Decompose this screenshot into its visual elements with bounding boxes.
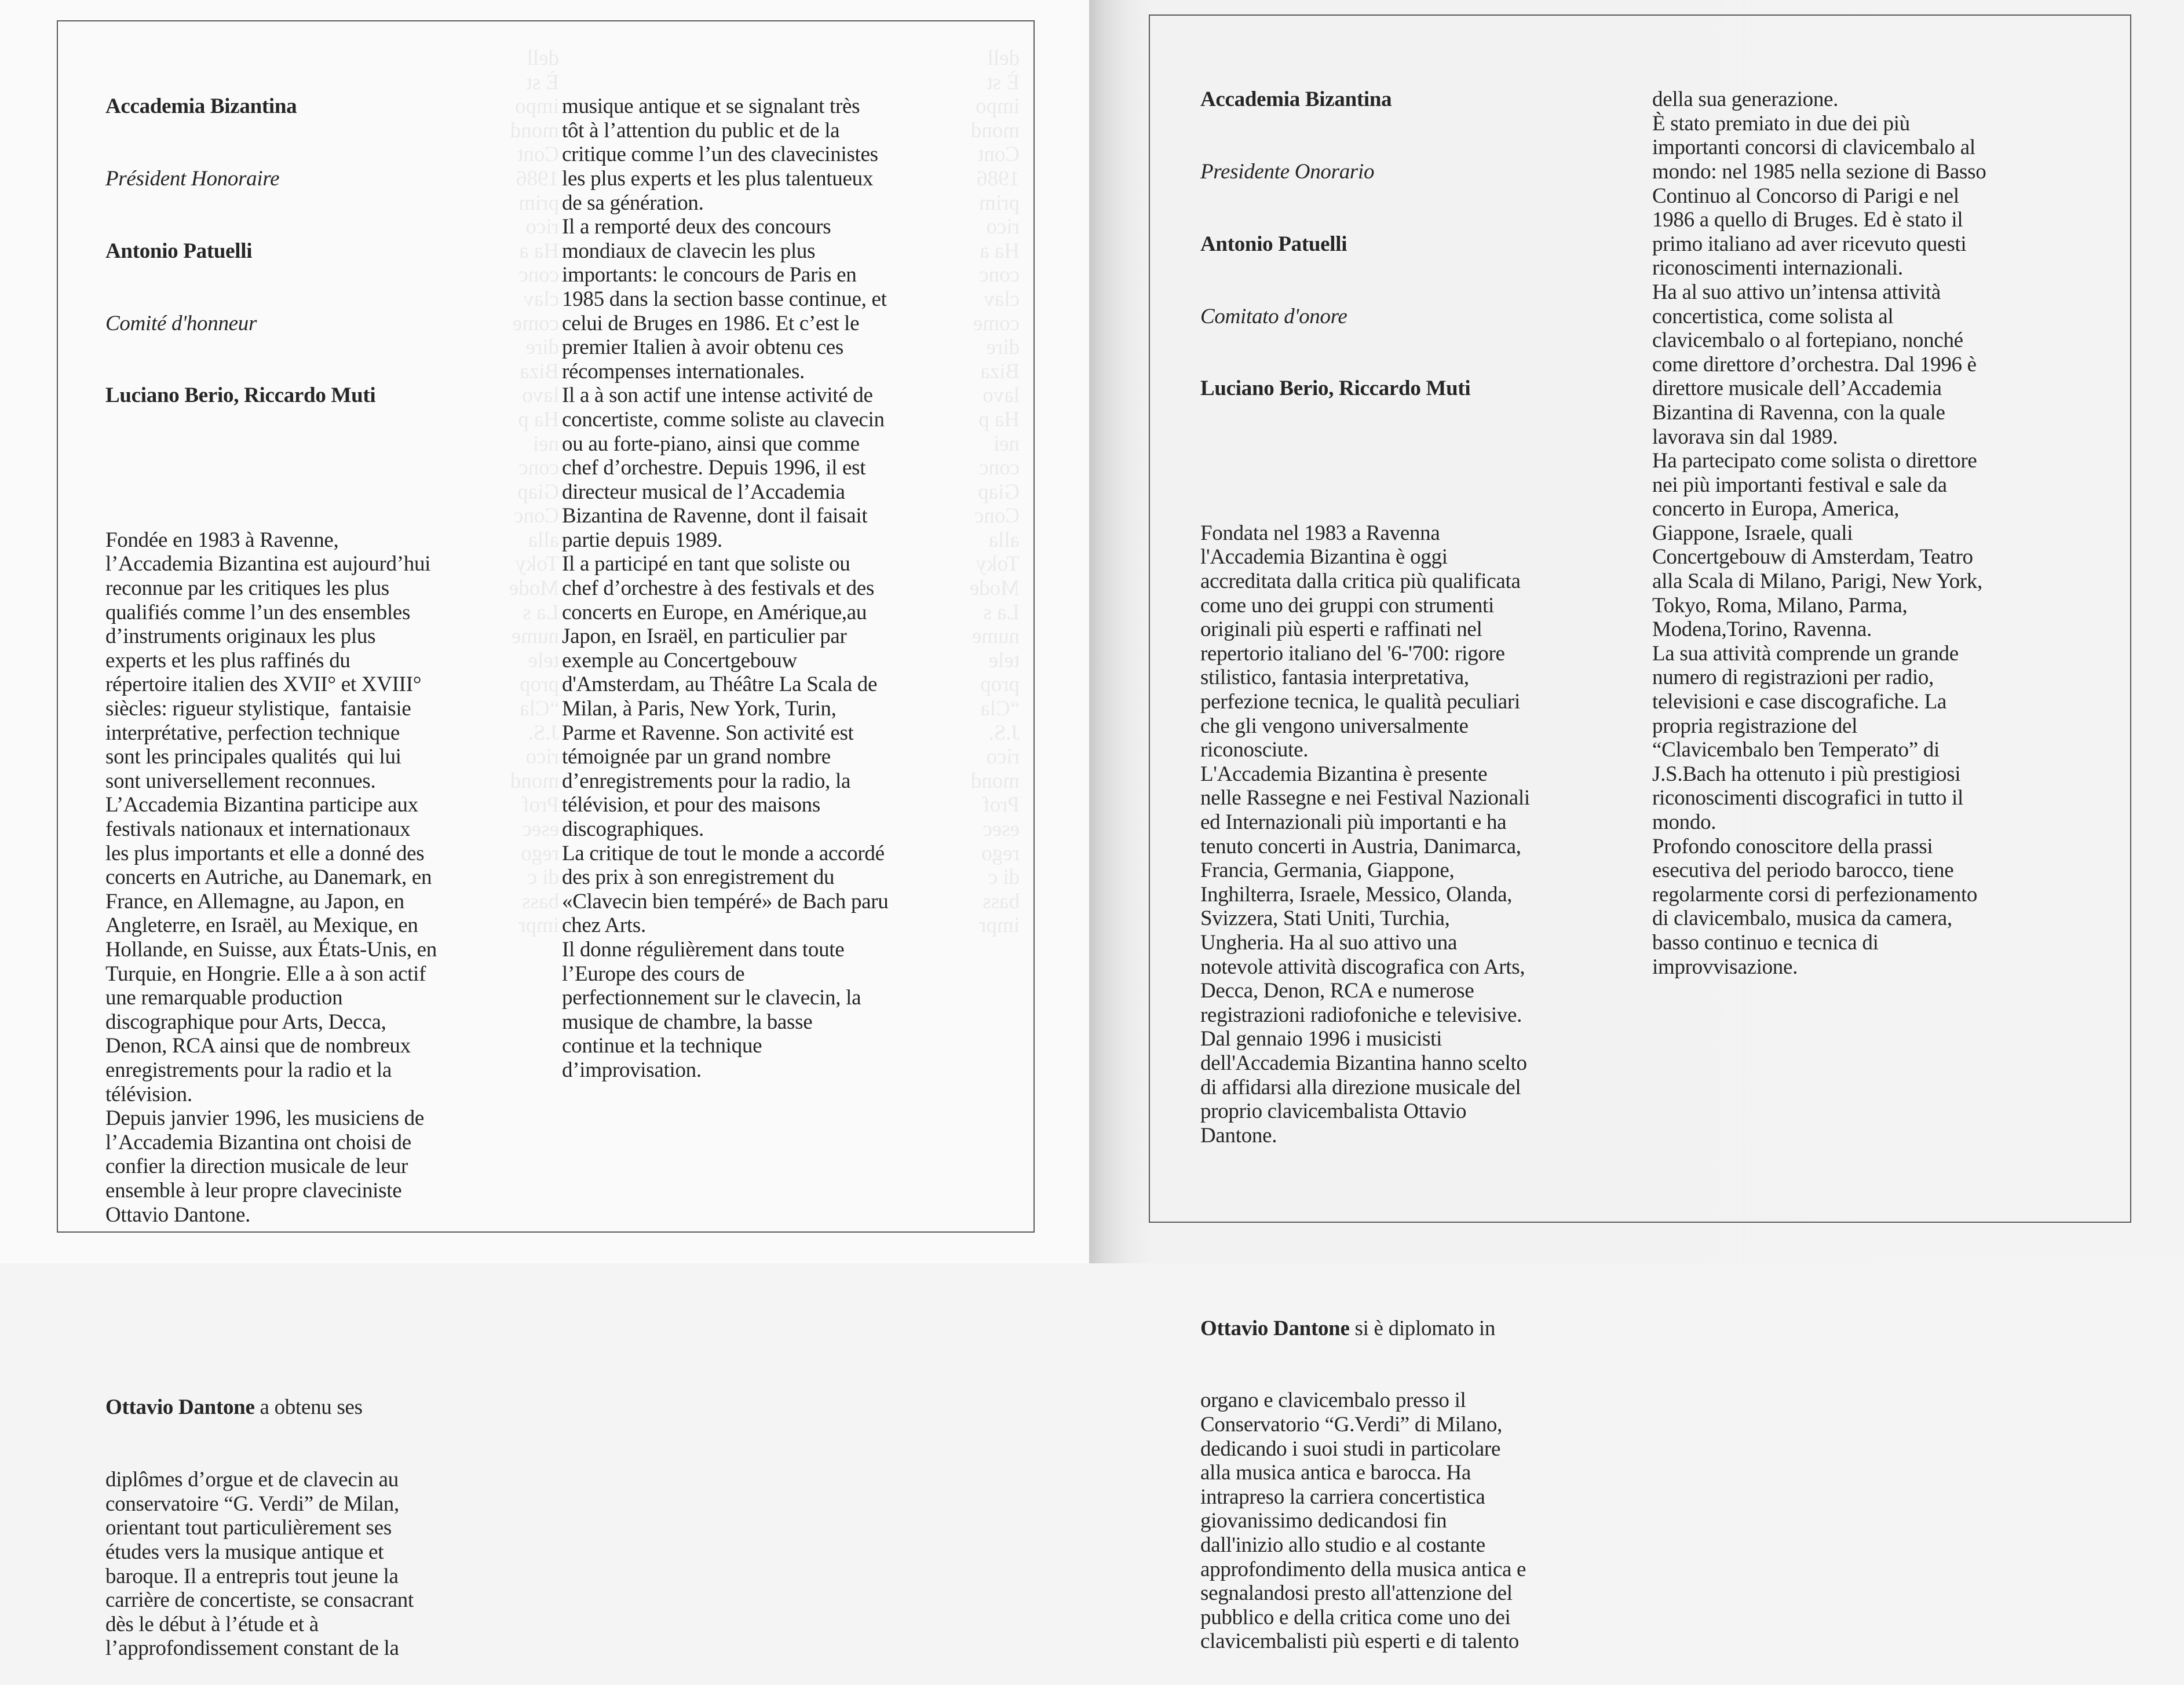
text-line: clavicembalisti più esperti e di talento	[1200, 1629, 1520, 1654]
left-column-2	[562, 46, 889, 1106]
left-column-1	[105, 46, 437, 1685]
text-line: carrière de concertiste, se consacrant	[105, 1588, 414, 1613]
dantone-first-line-text: a obtenu ses	[254, 1395, 363, 1420]
dantone-name: Ottavio Dantone	[105, 1395, 255, 1420]
text-line: Fondée en 1983 à Ravenne,	[105, 528, 339, 552]
dantone-continued-paragraph	[1652, 87, 1986, 979]
dantone-name: Ottavio Dantone	[1200, 1316, 1350, 1340]
text-line: Milan, à Paris, New York, Turin,	[562, 697, 837, 721]
text-line: l’Accademia Bizantina est aujourd’hui	[105, 552, 431, 576]
text-line: stilistico, fantasia interpretativa,	[1200, 666, 1469, 690]
president-title: Président Honoraire	[105, 166, 280, 191]
text-line: concerts en Europe, en Amérique,au	[562, 600, 867, 624]
president-title: Presidente Onorario	[1200, 159, 1375, 184]
text-line: alla Scala di Milano, Parigi, New York,	[1652, 569, 1982, 594]
text-line: confier la direction musicale de leur	[105, 1154, 408, 1179]
committee-title: Comitato d'onore	[1200, 304, 1347, 328]
text-line: Conservatorio “G.Verdi” di Milano,	[1200, 1413, 1503, 1437]
dantone-paragraph	[105, 1468, 437, 1661]
text-line: «Clavecin bien tempéré» de Bach paru	[562, 889, 889, 913]
text-line: di affidarsi alla direzione musicale del	[1200, 1075, 1521, 1099]
text-line: discographiques.	[562, 817, 704, 841]
text-line: direttore musicale dell’Accademia	[1652, 377, 1942, 401]
text-line: concertiste, comme soliste au clavecin	[562, 407, 885, 432]
text-line: L’Accademia Bizantina participe aux	[105, 793, 418, 817]
text-line: pubblico e della critica come uno dei	[1200, 1605, 1511, 1629]
text-line: conservatoire “G. Verdi” de Milan,	[105, 1492, 399, 1516]
text-line: che gli vengono universalmente	[1200, 714, 1469, 738]
text-line: Ottavio Dantone.	[105, 1202, 251, 1227]
text-line: Continuo al Concorso di Parigi e nel	[1652, 184, 1959, 208]
text-line: Il a participé en tant que soliste ou	[562, 552, 850, 576]
text-line: come uno dei gruppi con strumenti	[1200, 593, 1494, 617]
text-line: répertoire italien des XVII° et XVIII°	[105, 672, 422, 697]
text-line: Denon, RCA ainsi que de nombreux	[105, 1034, 411, 1058]
text-line: diplômes d’orgue et de clavecin au	[105, 1468, 399, 1492]
text-line: come direttore d’orchestra. Dal 1996 è	[1652, 352, 1977, 377]
dantone-first-line	[1200, 1317, 1530, 1341]
committee-names: Luciano Berio, Riccardo Muti	[1200, 377, 1471, 401]
text-line: ed Internazionali più importanti e ha	[1200, 810, 1507, 834]
text-line: Japon, en Israël, en particulier par	[562, 624, 847, 649]
text-line: études vers la musique antique et	[105, 1540, 384, 1565]
text-line: esecutiva del periodo barocco, tiene	[1652, 858, 1954, 883]
text-line: Il a remporté deux des concours	[562, 215, 831, 239]
text-line: segnalandosi presto all'attenzione del	[1200, 1581, 1513, 1606]
text-line: basso continuo e tecnica di	[1652, 930, 1879, 955]
text-line: des prix à son enregistrement du	[562, 865, 835, 890]
text-line: Dal gennaio 1996 i musicisti	[1200, 1027, 1442, 1051]
text-line: È stato premiato in due dei più	[1652, 111, 1910, 136]
text-line: improvvisazione.	[1652, 955, 1798, 979]
text-line: Bizantina di Ravenna, con la quale	[1652, 400, 1945, 425]
text-line: ou au forte-piano, ainsi que comme	[562, 432, 860, 456]
text-line: 1985 dans la section basse continue, et	[562, 287, 887, 311]
text-line: registrazioni radiofoniche e televisive.	[1200, 1003, 1522, 1027]
text-line: d’enregistrements pour la radio, la	[562, 769, 851, 793]
text-line: organo e clavicembalo presso il	[1200, 1388, 1466, 1413]
text-line: orientant tout particulièrement ses	[105, 1516, 392, 1540]
committee-title: Comité d'honneur	[105, 311, 257, 335]
text-line: France, en Allemagne, au Japon, en	[105, 889, 404, 913]
text-line: Depuis janvier 1996, les musiciens de	[105, 1106, 424, 1131]
org-name: Accademia Bizantina	[1200, 87, 1392, 112]
text-line: discographique pour Arts, Decca,	[105, 1010, 386, 1034]
text-line: tenuto concerti in Austria, Danimarca,	[1200, 834, 1521, 858]
text-line: concertistica, come solista al	[1652, 304, 1894, 328]
text-line: accreditata dalla critica più qualificata	[1200, 569, 1521, 594]
text-line: dès le début à l’étude et à	[105, 1612, 319, 1636]
text-line: della sua generazione.	[1652, 87, 1839, 112]
text-line: propria registrazione del	[1652, 714, 1858, 738]
committee-names: Luciano Berio, Riccardo Muti	[105, 383, 376, 408]
text-line: continue et la technique	[562, 1034, 762, 1058]
text-line: récompenses internationales.	[562, 359, 805, 383]
text-line: experts et les plus raffinés du	[105, 648, 350, 672]
text-line: celui de Bruges en 1986. Et c’est le	[562, 311, 860, 335]
text-line: clavicembalo o al fortepiano, nonché	[1652, 328, 1963, 353]
text-line: Inghilterra, Israele, Messico, Olanda,	[1200, 882, 1513, 907]
text-line: d'Amsterdam, au Théâtre La Scala de	[562, 672, 878, 697]
text-line: perfezione tecnica, le qualità peculiari	[1200, 690, 1520, 714]
text-line: alla musica antica e barocca. Ha	[1200, 1461, 1471, 1485]
text-line: nei più importanti festival e sale da	[1652, 473, 1947, 497]
text-line: Giappone, Israele, quali	[1652, 521, 1853, 545]
text-line: enregistrements pour la radio et la	[105, 1058, 392, 1082]
text-line: La sua attività comprende un grande	[1652, 641, 1959, 666]
text-line: de sa génération.	[562, 191, 704, 215]
text-line: Hollande, en Suisse, aux États-Unis, en	[105, 937, 437, 962]
text-line: concerto in Europa, America,	[1652, 497, 1900, 521]
text-line: d’instruments originaux les plus	[105, 624, 376, 649]
text-line: directeur musical de l’Accademia	[562, 480, 845, 504]
text-line: témoignée par un grand nombre	[562, 745, 831, 769]
text-line: reconnue par les critiques les plus	[105, 576, 389, 601]
ensemble-paragraph	[1200, 521, 1530, 1147]
text-line: Fondata nel 1983 a Ravenna	[1200, 521, 1440, 545]
text-line: riconoscimenti discografici in tutto il	[1652, 786, 1964, 810]
text-line: Bizantina de Ravenne, dont il faisait	[562, 504, 868, 528]
text-line: siècles: rigueur stylistique, fantaisie	[105, 697, 411, 721]
text-line: importanti concorsi di clavicembalo al	[1652, 136, 1975, 160]
text-line: chef d’orchestre à des festivals et des	[562, 576, 874, 601]
text-line: musique de chambre, la basse	[562, 1010, 813, 1034]
text-line: Profondo conoscitore della prassi	[1652, 834, 1933, 858]
text-line: dedicando i suoi studi in particolare	[1200, 1437, 1501, 1461]
text-line: originali più esperti e raffinati nel	[1200, 617, 1482, 642]
text-line: notevole attività discografica con Arts,	[1200, 955, 1525, 979]
text-line: “Clavicembalo ben Temperato” di	[1652, 738, 1940, 762]
text-line: Ha al suo attivo un’intensa attività	[1652, 280, 1941, 304]
text-line: Dantone.	[1200, 1123, 1277, 1147]
text-line: Ha partecipato come solista o direttore	[1652, 449, 1977, 473]
text-line: La critique de tout le monde a accordé	[562, 841, 885, 865]
text-line: télévision, et pour des maisons	[562, 793, 820, 817]
text-line: ensemble à leur propre claveciniste	[105, 1178, 402, 1202]
text-line: concerts en Autriche, au Danemark, en	[105, 865, 432, 890]
text-line: d’improvisation.	[562, 1058, 702, 1082]
text-line: mondo: nel 1985 nella sezione di Basso	[1652, 159, 1986, 184]
text-line: regolarmente corsi di perfezionamento	[1652, 882, 1978, 907]
text-line: nelle Rassegne e nei Festival Nazionali	[1200, 786, 1530, 810]
text-line: mondiaux de clavecin les plus	[562, 239, 816, 263]
text-line: sont universellement reconnues.	[105, 769, 376, 793]
text-line: l’approfondissement constant de la	[105, 1636, 399, 1661]
dantone-first-line-text: si è diplomato in	[1349, 1316, 1496, 1340]
text-line: tôt à l’attention du public et de la	[562, 118, 840, 142]
text-line: riconoscimenti internazionali.	[1652, 256, 1903, 280]
dantone-first-line	[105, 1395, 437, 1420]
text-line: interprétative, perfection technique	[105, 721, 400, 745]
text-line: 1986 a quello di Bruges. Ed è stato il	[1652, 208, 1963, 232]
text-line: importants: le concours de Paris en	[562, 263, 857, 287]
president-name: Antonio Patuelli	[1200, 232, 1347, 256]
dantone-continued-paragraph	[562, 94, 889, 1082]
text-line: riconosciute.	[1200, 738, 1309, 762]
text-line: chez Arts.	[562, 913, 646, 938]
text-line: les plus importants et elle a donné des	[105, 841, 425, 865]
text-line: musique antique et se signalant très	[562, 94, 860, 119]
text-line: L'Accademia Bizantina è presente	[1200, 762, 1488, 786]
text-line: Tokyo, Roma, Milano, Parma,	[1652, 593, 1908, 617]
text-line: Parme et Ravenne. Son activité est	[562, 721, 854, 745]
text-line: di clavicembalo, musica da camera,	[1652, 907, 1952, 931]
text-line: dell'Accademia Bizantina hanno scelto	[1200, 1051, 1527, 1075]
text-line: televisioni e case discografiche. La	[1652, 690, 1946, 714]
text-line: Decca, Denon, RCA e numerose	[1200, 979, 1474, 1003]
text-line: exemple au Concertgebouw	[562, 648, 797, 672]
text-line: numero di registrazioni per radio,	[1652, 666, 1934, 690]
text-line: Angleterre, en Israël, au Mexique, en	[105, 913, 418, 938]
text-line: qualifiés comme l’un des ensembles	[105, 600, 411, 624]
text-line: repertorio italiano del '6-'700: rigore	[1200, 641, 1505, 666]
president-name: Antonio Patuelli	[105, 239, 253, 263]
text-line: Svizzera, Stati Uniti, Turchia,	[1200, 907, 1450, 931]
text-line: chef d’orchestre. Depuis 1996, il est	[562, 456, 866, 480]
text-line: Concertgebouw di Amsterdam, Teatro	[1652, 545, 1973, 569]
text-line: télévision.	[105, 1082, 192, 1106]
text-line: une remarquable production	[105, 986, 343, 1010]
text-line: baroque. Il a entrepris tout jeune la	[105, 1564, 399, 1588]
right-column-1	[1200, 39, 1530, 1678]
text-line: sont les principales qualités qui lui	[105, 745, 401, 769]
text-line: l'Accademia Bizantina è oggi	[1200, 545, 1448, 569]
text-line: primo italiano ad aver ricevuto questi	[1652, 232, 1967, 256]
text-line: partie depuis 1989.	[562, 528, 722, 552]
text-line: festivals nationaux et internationaux	[105, 817, 411, 841]
dantone-paragraph	[1200, 1388, 1530, 1654]
org-name: Accademia Bizantina	[105, 94, 297, 119]
text-line: Francia, Germania, Giappone,	[1200, 858, 1455, 883]
text-line: mondo.	[1652, 810, 1716, 834]
text-line: l’Accademia Bizantina ont choisi de	[105, 1130, 411, 1154]
text-line: lavorava sin dal 1989.	[1652, 425, 1838, 449]
text-line: l’Europe des cours de	[562, 962, 745, 986]
text-line: dall'inizio allo studio e al costante	[1200, 1533, 1485, 1558]
right-column-2	[1652, 39, 1986, 1003]
text-line: les plus experts et les plus talentueux	[562, 166, 874, 191]
text-line: giovanissimo dedicandosi fin	[1200, 1509, 1447, 1533]
text-line: Il a à son actif une intense activité de	[562, 383, 873, 408]
text-line: premier Italien à avoir obtenu ces	[562, 335, 843, 360]
text-line: Ungheria. Ha al suo attivo una	[1200, 930, 1458, 955]
text-line: Modena,Torino, Ravenna.	[1652, 617, 1872, 642]
text-line: critique comme l’un des clavecinistes	[562, 142, 878, 167]
text-line: Il donne régulièrement dans toute	[562, 937, 845, 962]
ensemble-paragraph	[105, 528, 437, 1227]
text-line: Turquie, en Hongrie. Elle a à son actif	[105, 962, 426, 986]
text-line: proprio clavicembalista Ottavio	[1200, 1099, 1467, 1124]
text-line: perfectionnement sur le clavecin, la	[562, 986, 861, 1010]
text-line: J.S.Bach ha ottenuto i più prestigiosi	[1652, 762, 1961, 786]
text-line: intrapreso la carriera concertistica	[1200, 1485, 1485, 1509]
text-line: approfondimento della musica antica e	[1200, 1557, 1526, 1581]
